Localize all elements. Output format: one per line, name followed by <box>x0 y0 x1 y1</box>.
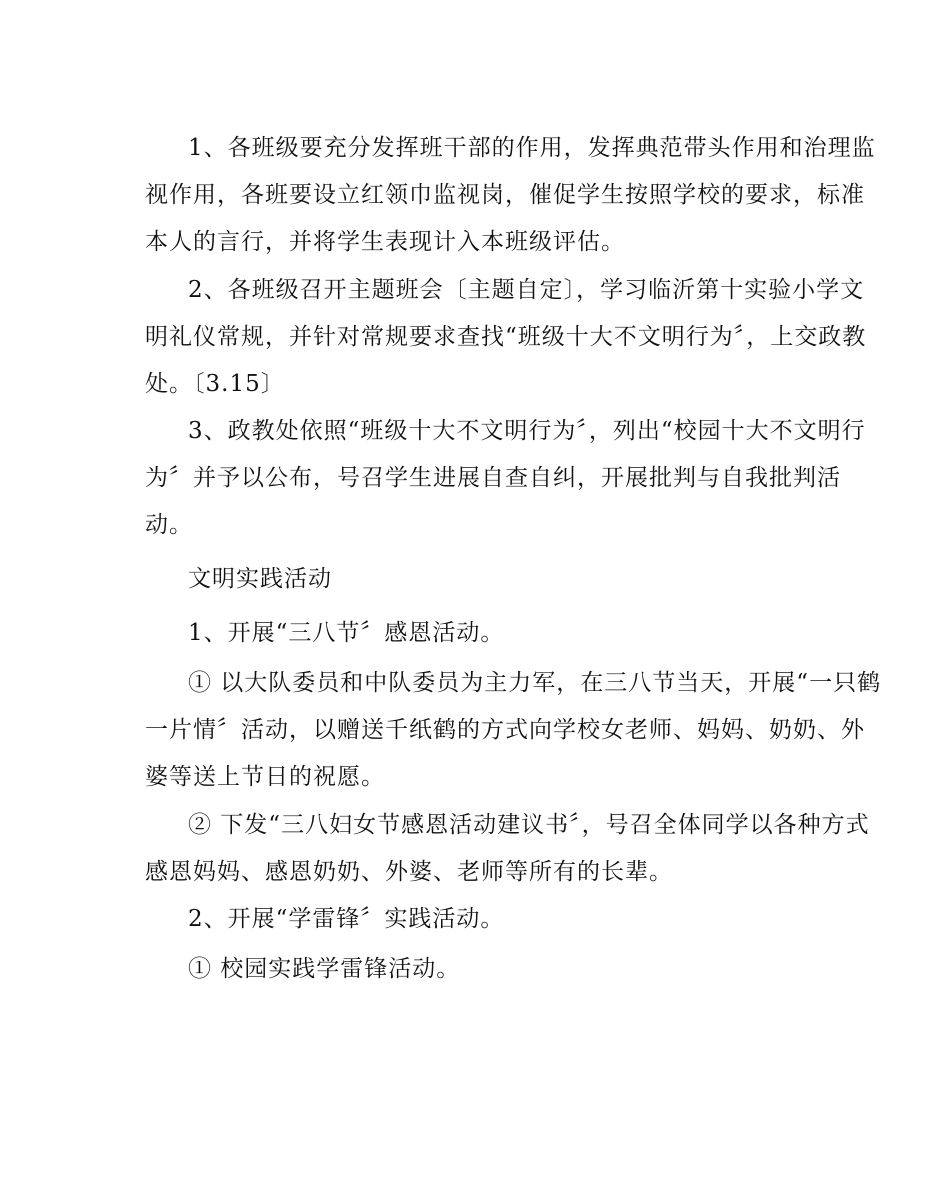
paragraph-1-line-3: 本人的言行，并将学生表现计入本班级评估。 <box>145 229 625 255</box>
paragraph-3-line-3: 动。 <box>145 512 193 538</box>
item-2-sub-1-line-1: ① 校园实践学雷锋活动。 <box>188 956 461 982</box>
paragraph-1-line-2: 视作用，各班要设立红领巾监视岗，催促学生按照学校的要求，标准 <box>145 182 865 208</box>
item-1-sub-1-line-2: 一片情〞活动，以赠送千纸鹤的方式向学校女老师、妈妈、奶奶、外 <box>145 717 865 743</box>
paragraph-3-line-1: 3、政教处依照“班级十大不文明行为〞，列出“校园十大不文明行 <box>188 418 866 444</box>
section-heading: 文明实践活动 <box>188 566 332 592</box>
paragraph-3-line-2: 为〞并予以公布，号召学生进展自查自纠，开展批判与自我批判活 <box>145 465 841 491</box>
item-1-sub-2-line-2: 感恩妈妈、感恩奶奶、外婆、老师等所有的长辈。 <box>145 859 673 885</box>
paragraph-2-line-1: 2、各班级召开主题班会〔主题自定〕，学习临沂第十实验小学文 <box>188 277 865 303</box>
paragraph-2-line-3: 处。〔3.15〕 <box>145 371 285 397</box>
paragraph-2-line-2: 明礼仪常规，并针对常规要求查找“班级十大不文明行为〞，上交政教 <box>145 324 867 350</box>
item-1-sub-1-line-3: 婆等送上节日的祝愿。 <box>145 764 385 790</box>
item-1-sub-2-line-1: ② 下发“三八妇女节感恩活动建议书〞，号召全体同学以各种方式 <box>188 812 870 838</box>
item-1-sub-1-line-1: ① 以大队委员和中队委员为主力军，在三八节当天，开展“一只鹤 <box>188 670 882 696</box>
paragraph-1-line-1: 1、各班级要充分发挥班干部的作用，发挥典范带头作用和治理监 <box>188 135 876 161</box>
item-1-heading: 1、开展“三八节〞感恩活动。 <box>188 620 505 646</box>
item-2-heading: 2、开展“学雷锋〞实践活动。 <box>188 906 505 932</box>
